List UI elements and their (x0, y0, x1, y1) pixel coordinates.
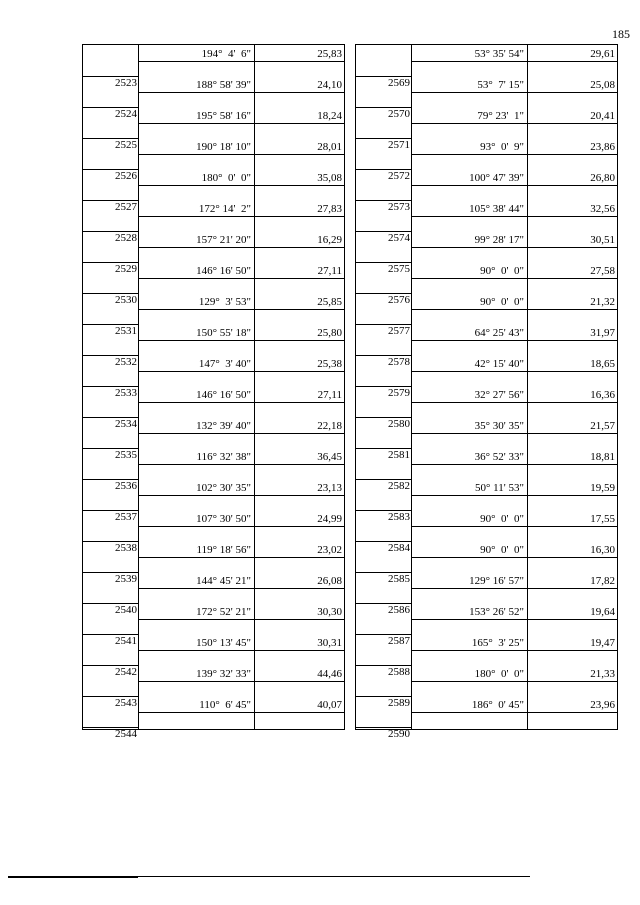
angle-value: 150° 13' 45" (196, 637, 251, 649)
angle-value: 172° 14' 2" (198, 203, 251, 215)
distance-value: 18,81 (590, 451, 615, 463)
point-number: 2535 (115, 449, 137, 461)
distance-value: 26,80 (590, 172, 615, 184)
table-row (83, 696, 344, 727)
distance-value: 27,11 (317, 389, 342, 401)
point-number: 2534 (115, 418, 137, 430)
angle-value: 64° 25' 43" (474, 327, 524, 339)
point-number: 2544 (115, 728, 137, 740)
row-rule (139, 557, 344, 558)
point-number: 2571 (388, 139, 410, 151)
point-number: 2538 (115, 542, 137, 554)
distance-value: 21,57 (590, 420, 615, 432)
angle-value: 139° 32' 33" (196, 668, 251, 680)
row-rule (139, 681, 344, 682)
row-rule (412, 557, 617, 558)
table-row (356, 665, 617, 696)
row-rule (412, 433, 617, 434)
row-rule (139, 309, 344, 310)
distance-value: 25,80 (317, 327, 342, 339)
row-rule (139, 371, 344, 372)
point-number: 2574 (388, 232, 410, 244)
distance-value: 25,83 (317, 48, 342, 60)
row-rule (139, 526, 344, 527)
table-row (83, 479, 344, 510)
distance-value: 24,10 (317, 79, 342, 91)
row-rule (412, 526, 617, 527)
row-rule (412, 154, 617, 155)
table-row (83, 386, 344, 417)
table-row (83, 665, 344, 696)
angle-value: 180° 0' 0" (474, 668, 524, 680)
angle-value: 79° 23' 1" (477, 110, 524, 122)
table-row (356, 417, 617, 448)
distance-value: 23,96 (590, 699, 615, 711)
table-row (83, 293, 344, 324)
row-rule (412, 216, 617, 217)
table-row (356, 262, 617, 293)
table-row (356, 200, 617, 231)
angle-value: 110° 6' 45" (199, 699, 251, 711)
page-number: 185 (612, 27, 630, 41)
distance-value: 28,01 (317, 141, 342, 153)
table-row (83, 200, 344, 231)
table-row (356, 386, 617, 417)
angle-value: 180° 0' 0" (201, 172, 251, 184)
point-number: 2532 (115, 356, 137, 368)
point-number: 2588 (388, 666, 410, 678)
table-row (83, 448, 344, 479)
table-row (356, 45, 617, 76)
distance-value: 19,64 (590, 606, 615, 618)
angle-value: 188° 58' 39" (196, 79, 251, 91)
point-number: 2530 (115, 294, 137, 306)
distance-value: 25,08 (590, 79, 615, 91)
table-row (356, 355, 617, 386)
row-rule (412, 650, 617, 651)
right-coordinate-table (355, 44, 618, 740)
row-rule (412, 340, 617, 341)
row-rule (139, 340, 344, 341)
table-row (356, 541, 617, 572)
table-row (83, 603, 344, 634)
row-rule (139, 123, 344, 124)
point-number: 2578 (388, 356, 410, 368)
angle-value: 90° 0' 0" (480, 544, 524, 556)
point-number: 2589 (388, 697, 410, 709)
distance-value: 29,61 (590, 48, 615, 60)
distance-value: 40,07 (317, 699, 342, 711)
left-coordinate-table (82, 44, 345, 740)
point-number: 2524 (115, 108, 137, 120)
table-row (356, 479, 617, 510)
distance-value: 23,86 (590, 141, 615, 153)
angle-value: 100° 47' 39" (469, 172, 524, 184)
distance-value: 30,31 (317, 637, 342, 649)
distance-value: 19,47 (590, 637, 615, 649)
angle-value: 165° 3' 25" (471, 637, 524, 649)
row-rule (412, 712, 617, 713)
angle-value: 32° 27' 56" (474, 389, 524, 401)
row-rule (139, 433, 344, 434)
point-number: 2528 (115, 232, 137, 244)
point-number: 2529 (115, 263, 137, 275)
angle-value: 102° 30' 35" (196, 482, 251, 494)
table-row (356, 603, 617, 634)
angle-value: 36° 52' 33" (474, 451, 524, 463)
row-rule (412, 402, 617, 403)
point-number: 2579 (388, 387, 410, 399)
angle-value: 90° 0' 0" (480, 296, 524, 308)
point-number: 2525 (115, 139, 137, 151)
table-row (83, 572, 344, 603)
distance-value: 16,36 (590, 389, 615, 401)
point-number: 2569 (388, 77, 410, 89)
distance-value: 19,59 (590, 482, 615, 494)
point-number: 2537 (115, 511, 137, 523)
table-row (356, 727, 617, 758)
table-row (356, 293, 617, 324)
point-number: 2580 (388, 418, 410, 430)
row-rule (139, 185, 344, 186)
row-rule (139, 495, 344, 496)
distance-value: 31,97 (590, 327, 615, 339)
angle-value: 42° 15' 40" (474, 358, 524, 370)
footer-rule-thick (8, 876, 138, 878)
row-rule (412, 371, 617, 372)
point-number: 2583 (388, 511, 410, 523)
row-rule (412, 247, 617, 248)
table-row (83, 107, 344, 138)
row-rule (412, 681, 617, 682)
distance-value: 21,33 (590, 668, 615, 680)
point-number: 2531 (115, 325, 137, 337)
angle-value: 90° 0' 0" (480, 265, 524, 277)
table-row (83, 169, 344, 200)
distance-value: 22,18 (317, 420, 342, 432)
distance-value: 21,32 (590, 296, 615, 308)
angle-value: 90° 0' 0" (480, 513, 524, 525)
row-rule (412, 278, 617, 279)
table-row (356, 169, 617, 200)
distance-value: 30,51 (590, 234, 615, 246)
table-row (83, 138, 344, 169)
point-number: 2543 (115, 697, 137, 709)
angle-value: 129° 3' 53" (198, 296, 251, 308)
table-row (83, 231, 344, 262)
distance-value: 32,56 (590, 203, 615, 215)
table-row (356, 76, 617, 107)
distance-value: 16,30 (590, 544, 615, 556)
row-rule (139, 650, 344, 651)
table-row (356, 572, 617, 603)
point-number: 2584 (388, 542, 410, 554)
row-rule (139, 464, 344, 465)
table-row (356, 448, 617, 479)
row-rule (412, 61, 617, 62)
point-number: 2585 (388, 573, 410, 585)
angle-value: 190° 18' 10" (196, 141, 251, 153)
angle-value: 150° 55' 18" (196, 327, 251, 339)
row-rule (412, 495, 617, 496)
distance-value: 27,83 (317, 203, 342, 215)
angle-value: 146° 16' 50" (196, 265, 251, 277)
angle-value: 194° 4' 6" (201, 48, 251, 60)
point-number: 2572 (388, 170, 410, 182)
angle-value: 53° 7' 15" (477, 79, 524, 91)
row-rule (412, 185, 617, 186)
point-number: 2582 (388, 480, 410, 492)
table-row (356, 231, 617, 262)
distance-value: 25,85 (317, 296, 342, 308)
distance-value: 30,30 (317, 606, 342, 618)
table-row (83, 262, 344, 293)
point-number: 2586 (388, 604, 410, 616)
row-rule (412, 619, 617, 620)
table-row (356, 138, 617, 169)
point-number: 2527 (115, 201, 137, 213)
point-number: 2533 (115, 387, 137, 399)
point-number: 2541 (115, 635, 137, 647)
distance-value: 23,02 (317, 544, 342, 556)
table-row (83, 417, 344, 448)
distance-value: 17,55 (590, 513, 615, 525)
point-number: 2536 (115, 480, 137, 492)
distance-value: 23,13 (317, 482, 342, 494)
footer-rule (8, 876, 530, 877)
angle-value: 107° 30' 50" (196, 513, 251, 525)
angle-value: 129° 16' 57" (469, 575, 524, 587)
table-row (83, 76, 344, 107)
table-row (356, 510, 617, 541)
angle-value: 153° 26' 52" (469, 606, 524, 618)
angle-value: 50° 11' 53" (475, 482, 524, 494)
table-row (83, 324, 344, 355)
angle-value: 93° 0' 9" (480, 141, 524, 153)
point-number: 2526 (115, 170, 137, 182)
point-number: 2523 (115, 77, 137, 89)
angle-value: 195° 58' 16" (196, 110, 251, 122)
distance-value: 44,46 (317, 668, 342, 680)
row-rule (412, 92, 617, 93)
distance-value: 20,41 (590, 110, 615, 122)
row-rule (139, 278, 344, 279)
table-row (83, 45, 344, 76)
point-number: 2576 (388, 294, 410, 306)
row-rule (139, 154, 344, 155)
table-row (356, 696, 617, 727)
distance-value: 27,58 (590, 265, 615, 277)
angle-value: 105° 38' 44" (469, 203, 524, 215)
table-row (83, 355, 344, 386)
angle-value: 99° 28' 17" (474, 234, 524, 246)
point-number: 2587 (388, 635, 410, 647)
distance-value: 25,38 (317, 358, 342, 370)
row-rule (412, 464, 617, 465)
angle-value: 116° 32' 38" (196, 451, 251, 463)
angle-value: 146° 16' 50" (196, 389, 251, 401)
row-rule (412, 123, 617, 124)
distance-value: 35,08 (317, 172, 342, 184)
table-row (83, 727, 344, 758)
point-number: 2540 (115, 604, 137, 616)
angle-value: 157° 21' 20" (196, 234, 251, 246)
point-number: 2590 (388, 728, 410, 740)
table-row (83, 541, 344, 572)
angle-value: 35° 30' 35" (474, 420, 524, 432)
point-number: 2573 (388, 201, 410, 213)
row-rule (139, 588, 344, 589)
angle-value: 119° 18' 56" (196, 544, 251, 556)
angle-value: 147° 3' 40" (198, 358, 251, 370)
row-rule (139, 61, 344, 62)
angle-value: 144° 45' 21" (196, 575, 251, 587)
table-row (356, 324, 617, 355)
point-number: 2542 (115, 666, 137, 678)
row-rule (412, 588, 617, 589)
table-row (83, 510, 344, 541)
point-number: 2570 (388, 108, 410, 120)
distance-value: 18,24 (317, 110, 342, 122)
row-rule (139, 216, 344, 217)
distance-value: 17,82 (590, 575, 615, 587)
row-rule (139, 92, 344, 93)
row-rule (139, 247, 344, 248)
table-row (83, 634, 344, 665)
point-number: 2581 (388, 449, 410, 461)
distance-value: 24,99 (317, 513, 342, 525)
row-rule (139, 402, 344, 403)
row-rule (139, 619, 344, 620)
point-number: 2575 (388, 263, 410, 275)
table-row (356, 107, 617, 138)
point-number: 2539 (115, 573, 137, 585)
table-row (356, 634, 617, 665)
distance-value: 26,08 (317, 575, 342, 587)
distance-value: 36,45 (317, 451, 342, 463)
angle-value: 53° 35' 54" (474, 48, 524, 60)
angle-value: 132° 39' 40" (196, 420, 251, 432)
angle-value: 172° 52' 21" (196, 606, 251, 618)
row-rule (139, 712, 344, 713)
row-rule (412, 309, 617, 310)
angle-value: 186° 0' 45" (471, 699, 524, 711)
distance-value: 18,65 (590, 358, 615, 370)
point-number: 2577 (388, 325, 410, 337)
distance-value: 27,11 (317, 265, 342, 277)
distance-value: 16,29 (317, 234, 342, 246)
